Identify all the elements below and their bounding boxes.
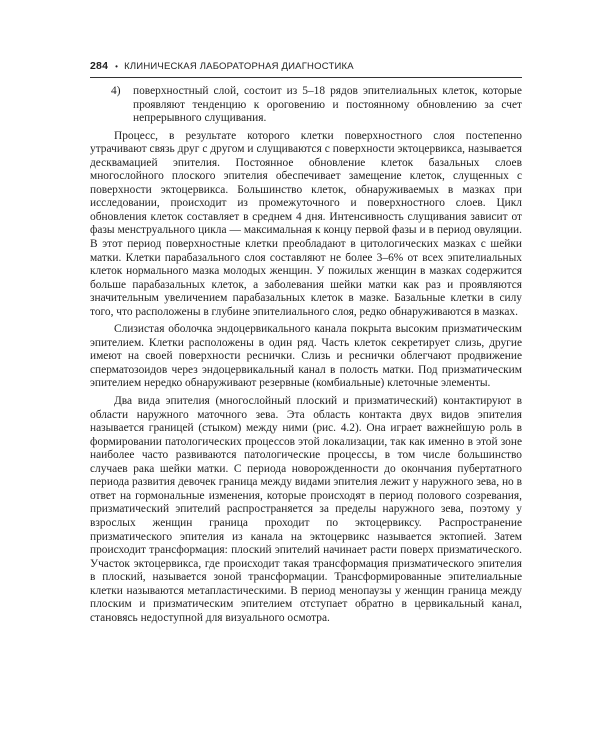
list-item-text: поверхностный слой, состоит из 5–18 рядов эпителиальных клеток, которые проявляют тенденцию к ороговению и постоянному обновлению за счет непрерывного слущивания. — [133, 85, 522, 125]
page-number: 284 — [90, 60, 109, 72]
header-rule — [90, 77, 522, 78]
paragraph-transformation-zone: Два вида эпителия (многослойный плоский и призматический) контактируют в области наружного маточного зева. Эта область контакта двух видов эпителия называется границей (стыком) между ними (рис. 4.2). Она играет важнейшую роль в формировании патологических процессов этой локализации, так как именно в этой зоне наиболее часто развиваются патологические процессы, в том числе большинство случаев рака шейки матки. С периода новорожденности до окончания пубертатного периода развития девочек граница между видами эпителия лежит у наружного зева, но в ответ на гормональные изменения, которые происходят в период полового созревания, призматический эпителий распространяется за пределы наружного зева, поэтому у взрослых женщин граница проходит по эктоцервиксу. Распространение призматического эпителия из канала на эктоцервикс называется эктопией. Затем происходит трансформация: плоский эпителий начинает расти поверх призматического. Участок эктоцервикса, где происходит такая трансформация призматического эпителия в плоский, называется зоной трансформации. Трансформированные эпителиальные клетки называются метапластическими. В период менопаузы у женщин граница между плоским и призматическим эпителием отступает обратно в цервикальный канал, становясь недоступной для визуального осмотра. — [90, 395, 522, 624]
body-text — [90, 85, 522, 629]
list-marker: 4) — [111, 85, 121, 97]
paragraph-desquamation: Процесс, в результате которого клетки поверхностного слоя постепенно утрачивают связь друг с другом и слущиваются с поверхности эктоцервикса, называется десквамацией эпителия. Постоянное обновление клеток базальных слоев многослойного плоского эпителия обеспечивает замещение клеток, слущенных с поверхности эктоцервикса. Большинство клеток, обнаруживаемых в мазках при исследовании, происходит из промежуточного и поверхностного слоев. Цикл обновления клеток составляет в среднем 4 дня. Интенсивность слущивания зависит от фазы менструального цикла — максимальная к концу первой фазы и в период овуляции. В этот период поверхностные клетки преобладают в цитологических мазках с шейки матки. Клетки парабазального слоя составляют не более 3–6% от всех эпителиальных клеток нормального мазка молодых женщин. У пожилых женщин в мазках содержится больше парабазальных клеток, а заболевания шейки матки как раз и проявляются значительным увеличением парабазальных клеток в мазке. Базальные клетки в силу того, что расположены в глубине эпителиального слоя, редко обнаруживаются в мазках. — [90, 129, 522, 318]
running-head — [90, 60, 522, 76]
header-bullet: • — [115, 62, 119, 71]
paragraph-endocervical-canal: Слизистая оболочка эндоцервикального канала покрыта высоким призматическим эпителием. Клетки расположены в один ряд. Часть клеток секретирует слизь, другие имеют на своей поверхности реснички. Слизь и реснички облегчают продвижение сперматозоидов через эндоцервикальный канал в полость матки. Под призматическим эпителием нередко обнаруживают резервные (комбиальные) клеточные элементы. — [90, 323, 522, 390]
section-title: КЛИНИЧЕСКАЯ ЛАБОРАТОРНАЯ ДИАГНОСТИКА — [124, 61, 354, 72]
list-item — [90, 85, 522, 126]
